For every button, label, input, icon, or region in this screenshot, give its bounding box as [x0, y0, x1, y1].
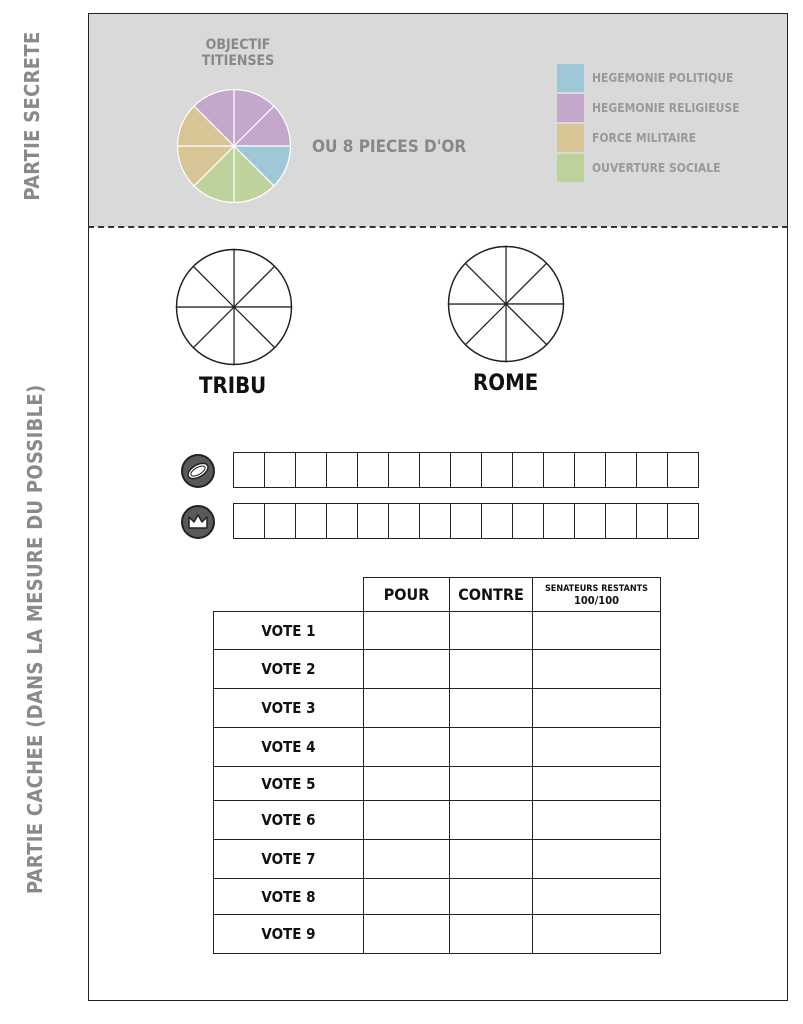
- legend-swatch: [557, 154, 584, 182]
- vote-row: [214, 689, 661, 728]
- legend-swatch: [557, 94, 584, 122]
- track-box[interactable]: [419, 452, 451, 488]
- vote-contre-cell[interactable]: [450, 650, 533, 689]
- track-box[interactable]: [264, 452, 296, 488]
- vote-contre-cell[interactable]: [450, 879, 533, 915]
- vote-senators-cell[interactable]: [533, 728, 661, 767]
- legend-item: [557, 94, 740, 122]
- track-box[interactable]: [543, 503, 575, 539]
- gold-alternative: OU 8 PIECES D'OR: [312, 137, 467, 157]
- vote-contre-cell[interactable]: [450, 689, 533, 728]
- vote-senators-cell[interactable]: [533, 767, 661, 801]
- header-senators-line2: 100/100: [574, 593, 619, 607]
- vote-row: [214, 915, 661, 954]
- vote-table: [213, 577, 661, 954]
- vote-label: VOTE 6: [214, 801, 364, 840]
- legend-label: OUVERTURE SOCIALE: [592, 161, 721, 175]
- fold-line: [88, 226, 788, 228]
- vote-pour-cell[interactable]: [364, 612, 450, 650]
- header-contre: CONTRE: [450, 578, 533, 612]
- vote-senators-cell[interactable]: [533, 879, 661, 915]
- vote-label: VOTE 4: [214, 728, 364, 767]
- track-box[interactable]: [667, 452, 699, 488]
- rome-wheel[interactable]: [447, 245, 565, 363]
- rome-label: ROME: [473, 371, 539, 396]
- vote-label: VOTE 7: [214, 840, 364, 879]
- track-box[interactable]: [419, 503, 451, 539]
- legend-label: FORCE MILITAIRE: [592, 131, 697, 145]
- vote-label: VOTE 8: [214, 879, 364, 915]
- track-box[interactable]: [233, 452, 265, 488]
- vote-senators-cell[interactable]: [533, 915, 661, 954]
- header-pour: POUR: [364, 578, 450, 612]
- legend-label: HEGEMONIE RELIGIEUSE: [592, 101, 740, 115]
- coin-track: [233, 452, 698, 488]
- track-box[interactable]: [636, 503, 668, 539]
- track-box[interactable]: [264, 503, 296, 539]
- legend-item: [557, 154, 721, 182]
- objective-title-line2: TITIENSES: [201, 53, 275, 69]
- track-box[interactable]: [450, 503, 482, 539]
- vote-contre-cell[interactable]: [450, 612, 533, 650]
- vote-contre-cell[interactable]: [450, 767, 533, 801]
- vote-pour-cell[interactable]: [364, 728, 450, 767]
- track-box[interactable]: [481, 452, 513, 488]
- vote-row: [214, 728, 661, 767]
- track-box[interactable]: [388, 452, 420, 488]
- vote-pour-cell[interactable]: [364, 767, 450, 801]
- objective-title: [188, 37, 288, 69]
- vote-contre-cell[interactable]: [450, 728, 533, 767]
- side-label-hidden: PARTIE CACHEE (DANS LA MESURE DU POSSIBLE): [23, 384, 47, 894]
- vote-row: [214, 879, 661, 915]
- track-box[interactable]: [512, 452, 544, 488]
- track-box[interactable]: [357, 452, 389, 488]
- track-box[interactable]: [295, 452, 327, 488]
- header-senators-line1: SENATEURS RESTANTS: [544, 583, 649, 594]
- vote-label: VOTE 9: [214, 915, 364, 954]
- track-box[interactable]: [357, 503, 389, 539]
- track-box[interactable]: [605, 503, 637, 539]
- track-box[interactable]: [636, 452, 668, 488]
- side-label-secret: PARTIE SECRETE: [20, 31, 44, 201]
- vote-row: [214, 650, 661, 689]
- tribu-label: TRIBU: [199, 374, 267, 399]
- vote-pour-cell[interactable]: [364, 801, 450, 840]
- track-box[interactable]: [481, 503, 513, 539]
- vote-label: VOTE 3: [214, 689, 364, 728]
- track-box[interactable]: [574, 503, 606, 539]
- legend-swatch: [557, 64, 584, 92]
- vote-contre-cell[interactable]: [450, 801, 533, 840]
- vote-label: VOTE 5: [214, 767, 364, 801]
- track-box[interactable]: [233, 503, 265, 539]
- vote-pour-cell[interactable]: [364, 879, 450, 915]
- track-box[interactable]: [295, 503, 327, 539]
- vote-row: [214, 612, 661, 650]
- vote-senators-cell[interactable]: [533, 689, 661, 728]
- track-box[interactable]: [512, 503, 544, 539]
- vote-row: [214, 840, 661, 879]
- track-box[interactable]: [326, 503, 358, 539]
- track-box[interactable]: [450, 452, 482, 488]
- legend-label: HEGEMONIE POLITIQUE: [592, 71, 734, 85]
- vote-table-header: [214, 578, 661, 612]
- vote-row: [214, 767, 661, 801]
- vote-senators-cell[interactable]: [533, 612, 661, 650]
- coin-icon: [181, 454, 215, 488]
- legend-swatch: [557, 124, 584, 152]
- header-senators: [533, 578, 661, 612]
- track-box[interactable]: [388, 503, 420, 539]
- tribu-wheel[interactable]: [175, 248, 293, 366]
- vote-pour-cell[interactable]: [364, 840, 450, 879]
- crown-icon: [181, 505, 215, 539]
- vote-pour-cell[interactable]: [364, 689, 450, 728]
- vote-pour-cell[interactable]: [364, 650, 450, 689]
- vote-senators-cell[interactable]: [533, 840, 661, 879]
- vote-label: VOTE 1: [214, 612, 364, 650]
- vote-row: [214, 801, 661, 840]
- track-box[interactable]: [326, 452, 358, 488]
- vote-pour-cell[interactable]: [364, 915, 450, 954]
- legend-item: [557, 124, 696, 152]
- vote-contre-cell[interactable]: [450, 915, 533, 954]
- track-box[interactable]: [605, 452, 637, 488]
- objective-title-line1: OBJECTIF: [205, 37, 271, 53]
- crown-track: [233, 503, 698, 539]
- legend-item: [557, 64, 733, 92]
- objective-pie: [176, 88, 292, 204]
- vote-senators-cell[interactable]: [533, 801, 661, 840]
- vote-senators-cell[interactable]: [533, 650, 661, 689]
- track-box[interactable]: [543, 452, 575, 488]
- track-box[interactable]: [574, 452, 606, 488]
- vote-contre-cell[interactable]: [450, 840, 533, 879]
- vote-label: VOTE 2: [214, 650, 364, 689]
- track-box[interactable]: [667, 503, 699, 539]
